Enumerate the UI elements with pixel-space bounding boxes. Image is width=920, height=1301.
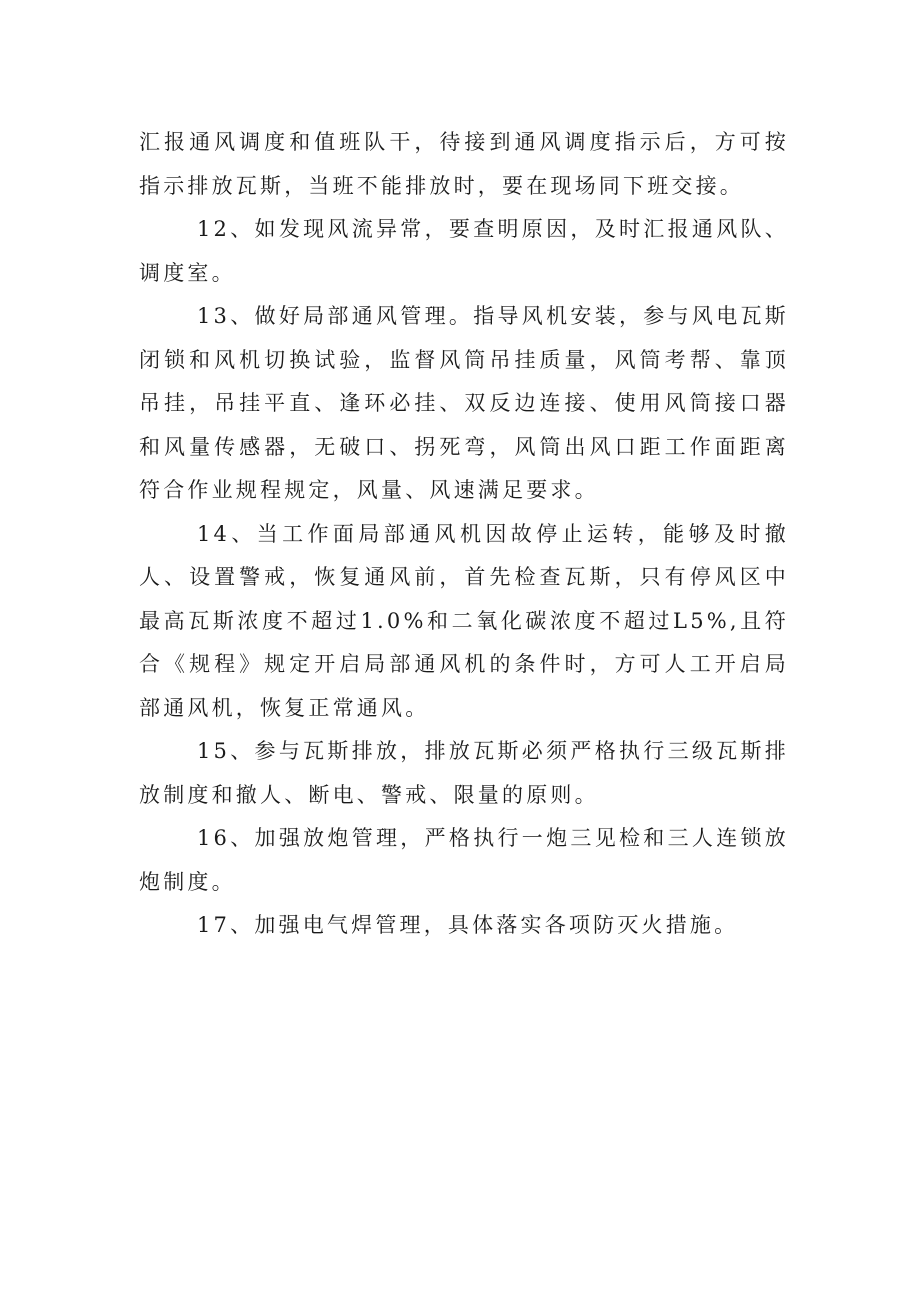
paragraph-item-12: 12、如发现风流异常，要查明原因，及时汇报通风队、调度室。 bbox=[139, 217, 789, 285]
paragraph-item-15: 15、参与瓦斯排放，排放瓦斯必须严格执行三级瓦斯排放制度和撤人、断电、警戒、限量的原则。 bbox=[139, 739, 789, 807]
paragraph-item-14: 14、当工作面局部通风机因故停止运转，能够及时撤人、设置警戒，恢复通风前，首先检查瓦斯，只有停风区中最高瓦斯浓度不超过1.0%和二氧化碳浓度不超过L5%,且符合《规程》规定开启局部通风机的条件时，方可人工开启局部通风机，恢复正常通风。 bbox=[139, 521, 789, 720]
paragraph-item-13: 13、做好局部通风管理。指导风机安装，参与风电瓦斯闭锁和风机切换试验，监督风筒吊挂质量，风筒考帮、靠顶吊挂，吊挂平直、逢环必挂、双反边连接、使用风筒接口器和风量传感器，无破口、拐死弯，风筒出风口距工作面距离符合作业规程规定，风量、风速满足要求。 bbox=[139, 304, 789, 502]
paragraph-item-17: 17、加强电气焊管理，具体落实各项防灭火措施。 bbox=[197, 913, 739, 937]
paragraph-item-16: 16、加强放炮管理，严格执行一炮三见检和三人连锁放炮制度。 bbox=[139, 826, 789, 894]
document-body bbox=[139, 121, 789, 948]
paragraph-continuation: 汇报通风调度和值班队干，待接到通风调度指示后，方可按指示排放瓦斯，当班不能排放时，要在现场同下班交接。 bbox=[139, 130, 789, 198]
